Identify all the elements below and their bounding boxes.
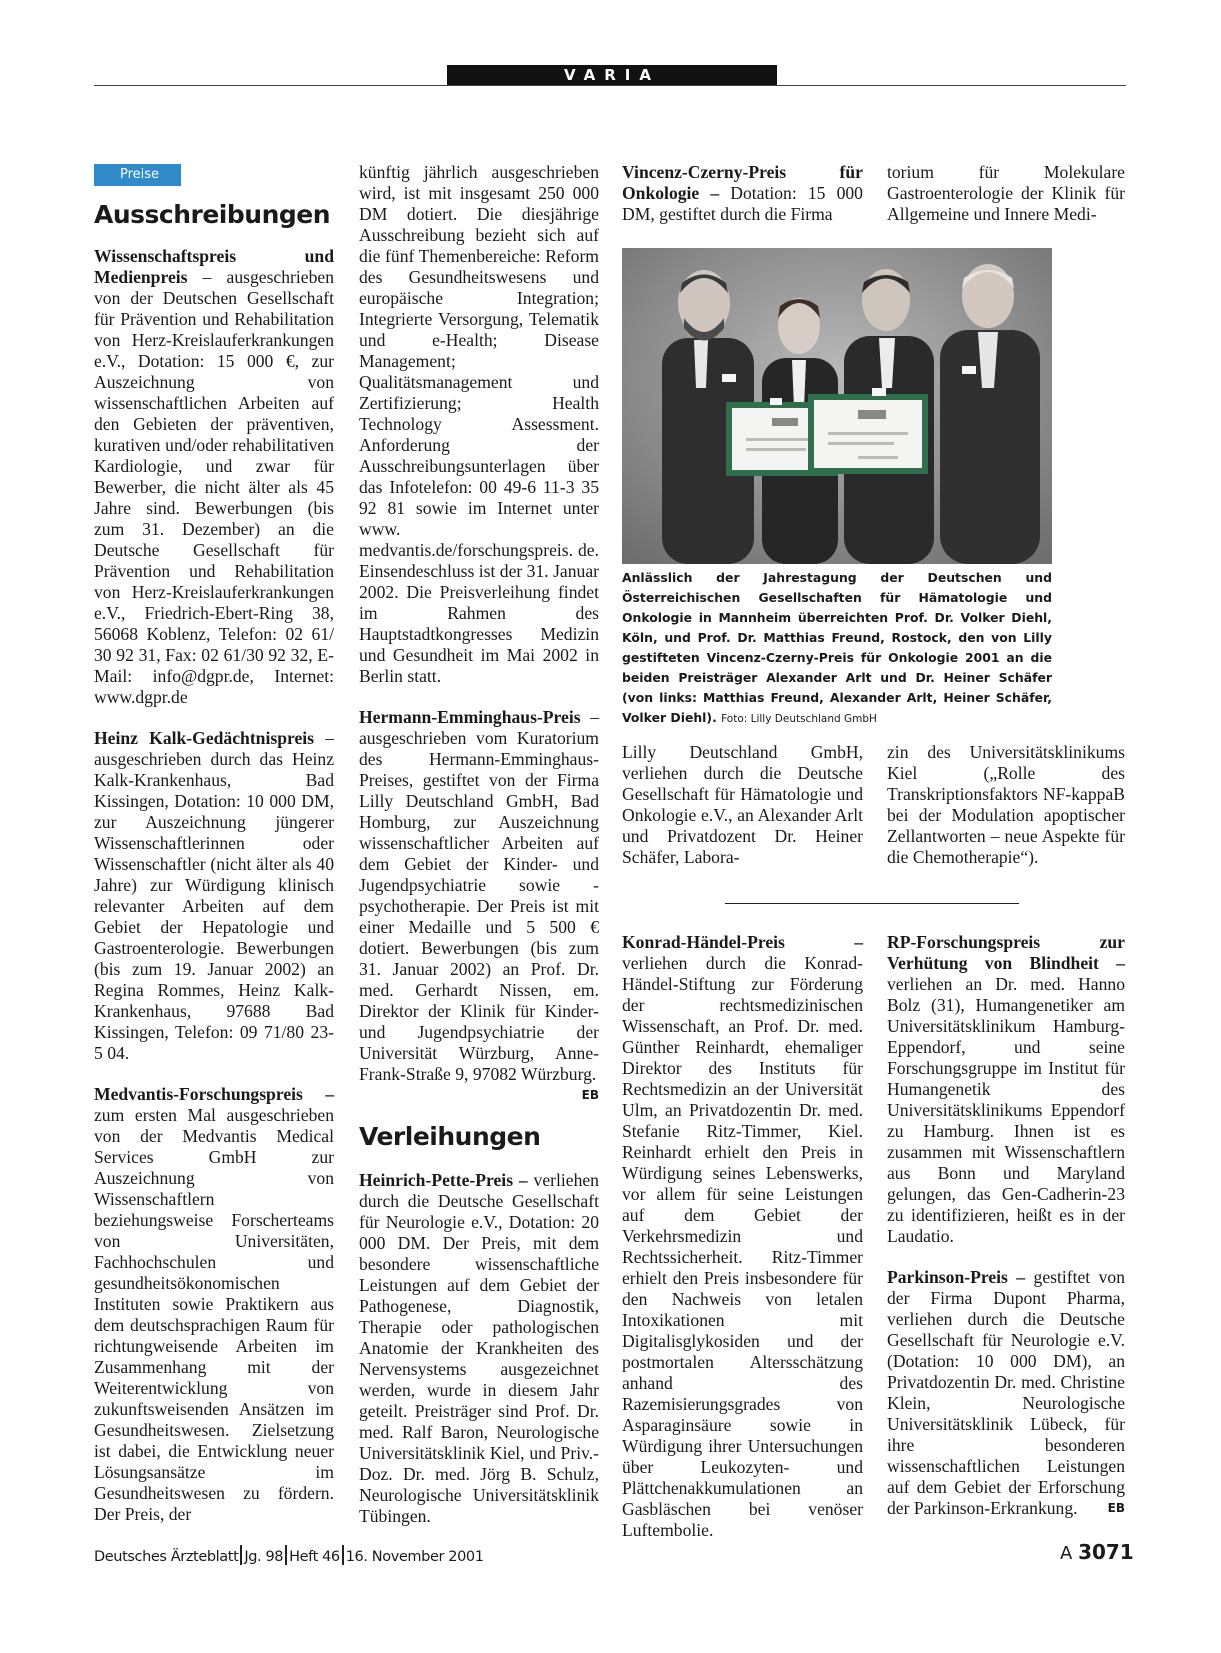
- column-2: [359, 162, 599, 1106]
- article-rp-forschungspreis: [887, 932, 1125, 1247]
- article-title: Parkinson-Preis –: [887, 1267, 1026, 1287]
- page-number-value: 3071: [1078, 1540, 1134, 1564]
- article-text: gestiftet von der Firma Dupont Pharma, verliehen durch die Deutsche Gesellschaft für Neurologie e.V. (Dotation: 10 000 DM), an Privatdozentin Dr. med. Christine Klein, Neurologische Universitätsklinik Lübeck, für ihre besonderen wissenschaftlichen Leistungen auf dem Gebiet der Erforschung der Parkinson-Erkrankung.: [887, 1267, 1125, 1518]
- award-photo: [622, 248, 1052, 564]
- page-prefix: A: [1060, 1543, 1073, 1564]
- article-title: Hermann-Emminghaus-Preis: [359, 707, 581, 727]
- article-title: Vincenz-Czerny-Preis für Onkologie –: [622, 162, 863, 203]
- article-czerny-cont: [887, 162, 1125, 225]
- headline-ausschreibungen: Ausschreibungen: [94, 200, 331, 229]
- article-title: Konrad-Händel-Preis –: [622, 932, 863, 952]
- article-pette: [359, 1170, 599, 1527]
- photo-caption: [622, 568, 1052, 729]
- author-signature: EB: [581, 1088, 599, 1102]
- article-text: verliehen durch die Konrad-Händel-Stiftung zur Förderung der rechtsmedizinischen Wissenschaft, an Prof. Dr. med. Günther Reinhardt, ehemaliger Direktor des Instituts für Rechtsmedizin an der Universität Ulm, an Privatdozentin Dr. med. Stefanie Ritz-Timmer, Kiel. Reinhardt erhielt den Preis in Würdigung seines Lebenswerks, vor allem für seine Leistungen auf dem Gebiet der Verkehrsmedizin und Rechtssicherheit. Ritz-Timmer erhielt den Preis insbesondere für den Nachweis von letalen Intoxikationen mit Digitalisglykosiden und der postmortalen Altersschätzung anhand des Razemisierungsgrades von Asparaginsäure sowie in Würdigung ihrer Untersuchungen über Leukozyten- und Plättchenakkumulationen an Gasbläschen bei venöser Luftembolie.: [622, 953, 863, 1540]
- article-title: Heinz Kalk-Gedächtnispreis: [94, 728, 315, 748]
- category-tag: Preise: [94, 164, 181, 186]
- footer-divider: [240, 1545, 242, 1565]
- photo-credit: Foto: Lilly Deutschland GmbH: [721, 713, 877, 725]
- article-text: künftig jährlich ausgeschrieben wird, ist mit insgesamt 250 000 DM dotiert. Die diesjährige Ausschreibung bezieht sich auf die fünf Themenbereiche: Reform des Gesundheitswesens und europäische Integration; Integrierte Versorgung, Telematik und e-Health; Disease Management; Qualitätsmanagement und Zertifizierung; Health Technology Assessment. Anforderung der Ausschreibungsunterlagen über das Infotelefon: 00 49-6 11-3 35 92 81 sowie im Internet unter www. medvantis.de/forschungspreis. de. Einsendeschluss ist der 31. Januar 2002. Die Preisverleihung findet im Rahmen des Hauptstadtkongresses Medizin und Gesundheit im Mai 2002 in Berlin statt.: [359, 162, 599, 686]
- article-text: – ausgeschrieben von der Deutschen Gesellschaft für Prävention und Rehabilitation von Herz-Kreislauferkrankungen e.V., Dotation: 15 000 €, zur Auszeichnung von wissenschaftlichen Arbeiten auf den Gebieten der präventiven, kurativen und/oder rehabilitativen Kardiologie, und zwar für Bewerber, die nicht älter als 45 Jahre sind. Bewerbungen (bis zum 31. Dezember) an die Deutsche Gesellschaft für Prävention und Rehabilitation von Herz-Kreislauferkrankungen e.V., Friedrich-Ebert-Ring 38, 56068 Koblenz, Telefon: 02 61/ 30 92 31, Fax: 02 61/30 92 32, E-Mail: info@dgpr.de, Internet: www.dgpr.de: [94, 267, 334, 707]
- header-rule: [94, 85, 1126, 86]
- journal-name: Deutsches Ärzteblatt: [94, 1549, 239, 1565]
- article-emminghaus: [359, 707, 599, 1102]
- article-title: Heinrich-Pette-Preis –: [359, 1170, 528, 1190]
- article-haendel: [622, 932, 863, 1541]
- article-czerny: [622, 162, 863, 225]
- article-text: – ausgeschrieben durch das Heinz Kalk-Krankenhaus, Bad Kissingen, Dotation: 10 000 DM, zur Auszeichnung jüngerer Wissenschaftlerinnen oder Wissenschaftler (nicht älter als 40 Jahre) zur Würdigung klinisch relevanter Arbeiten auf dem Gebiet der Hepatologie und Gastroenterologie. Bewerbungen (bis zum 19. Januar 2002) an Regina Rommes, Heinz Kalk-Krankenhaus, 97688 Bad Kissingen, Telefon: 09 71/80 23-5 04.: [94, 728, 334, 1063]
- column-3-bottom: [622, 932, 863, 1541]
- article-title: RP-Forschungspreis zur Verhütung von Blindheit –: [887, 932, 1125, 973]
- article-wissenschaftspreis: [94, 246, 334, 708]
- article-title: Wissenschaftspreis und Medienpreis: [94, 246, 334, 287]
- column-1: [94, 246, 334, 1525]
- author-signature: EB: [1107, 1501, 1125, 1515]
- page-number: [1060, 1540, 1134, 1564]
- article-parkinson: [887, 1267, 1125, 1519]
- column-4-bottom: [887, 932, 1125, 1519]
- journal-volume: Jg. 98: [244, 1549, 284, 1565]
- article-medvantis: [94, 1084, 334, 1525]
- column-4-mid: [887, 742, 1125, 868]
- column-3-top: [622, 162, 863, 225]
- footer-divider: [285, 1545, 287, 1565]
- article-text: verliehen an Dr. med. Hanno Bolz (31), Humangenetiker am Universitätsklinikum Hamburg-Eppendorf, und seine Forschungsgruppe im Institut für Humangenetik des Universitätsklinikums Eppendorf zu Hamburg. Ihnen ist es zusammen mit Wissenschaftlern aus Bonn und Maryland gelungen, das Gen-Cadherin-23 zu identifizieren, heißt es in der Laudatio.: [887, 974, 1125, 1246]
- article-title: Medvantis-Forschungspreis –: [94, 1084, 334, 1104]
- journal-date: 16. November 2001: [345, 1549, 484, 1565]
- column-2-lower: [359, 1170, 599, 1527]
- article-czerny-cont2: [622, 742, 863, 868]
- article-text: Dotation: 15 000 DM, gestiftet durch die Firma: [622, 183, 863, 224]
- article-czerny-cont3: [887, 742, 1125, 868]
- footer-divider: [342, 1545, 344, 1565]
- separator-rule: [725, 903, 1019, 904]
- article-heinz-kalk: [94, 728, 334, 1064]
- article-medvantis-cont: [359, 162, 599, 687]
- headline-verleihungen: Verleihungen: [359, 1122, 541, 1151]
- section-label: VARIA: [447, 65, 777, 85]
- article-text: torium für Molekulare Gastroenterologie der Klinik für Allgemeine und Innere Medi-: [887, 162, 1125, 224]
- article-text: verliehen durch die Deutsche Gesellschaft für Neurologie e.V., Dotation: 20 000 DM. Der Preis, mit dem besondere wissenschaftliche Leistungen auf dem Gebiet der Pathogenese, Diagnostik, Therapie oder pathologischen Anatomie der Krankheiten des Nervensystems ausgezeichnet werden, wurde in diesem Jahr geteilt. Preisträger sind Prof. Dr. med. Ralf Baron, Neurologische Universitätsklinik Kiel, und Priv.-Doz. Dr. med. Jörg B. Schulz, Neurologische Universitätsklinik Tübingen.: [359, 1170, 599, 1526]
- column-3-mid: [622, 742, 863, 868]
- column-4-top: [887, 162, 1125, 225]
- article-text: Lilly Deutschland GmbH, verliehen durch die Deutsche Gesellschaft für Hämatologie und Onkologie e.V., an Alexander Arlt und Privatdozent Dr. Heiner Schäfer, Labora-: [622, 742, 863, 867]
- footer: [94, 1545, 484, 1565]
- journal-issue: Heft 46: [289, 1549, 340, 1565]
- article-text: zum ersten Mal ausgeschrieben von der Medvantis Medical Services GmbH zur Auszeichnung von Wissenschaftlern beziehungsweise Forscherteams von Universitäten, Fachhochschulen und gesundheitsökonomischen Instituten sowie Praktikern aus dem deutschsprachigen Raum für richtungweisende Arbeiten im Zusammenhang mit der Weiterentwicklung von zukunftsweisenden Ansätzen im Gesundheitswesen. Zielsetzung ist dabei, die Entwicklung neuer Lösungsansätze im Gesundheitswesen zu fördern. Der Preis, der: [94, 1105, 334, 1524]
- article-text: – ausgeschrieben vom Kuratorium des Hermann-Emminghaus-Preises, gestiftet von der Firma Lilly Deutschland GmbH, Bad Homburg, zur Auszeichnung wissenschaftlicher Arbeiten auf dem Gebiet der Kinder- und Jugendpsychiatrie sowie -psychotherapie. Der Preis ist mit einer Medaille und 5 500 € dotiert. Bewerbungen (bis zum 31. Januar 2002) an Prof. Dr. med. Gerhardt Nissen, em. Direktor der Klinik für Kinder- und Jugendpsychiatrie der Universität Würzburg, Anne-Frank-Straße 9, 97082 Würzburg.: [359, 707, 599, 1084]
- article-text: zin des Universitätsklinikums Kiel („Rolle des Transkriptionsfaktors NF-kappaB bei der Modulation apoptischer Zellantworten – neue Aspekte für die Chemotherapie“).: [887, 742, 1125, 867]
- caption-text: Anlässlich der Jahrestagung der Deutschen und Österreichischen Gesellschaften für Hämatologie und Onkologie in Mannheim überreichten Prof. Dr. Volker Diehl, Köln, und Prof. Dr. Matthias Freund, Rostock, den von Lilly gestifteten Vincenz-Czerny-Preis für Onkologie 2001 an die beiden Preisträger Alexander Arlt und Dr. Heiner Schäfer (von links: Matthias Freund, Alexander Arlt, Heiner Schäfer, Volker Diehl).: [622, 570, 1052, 725]
